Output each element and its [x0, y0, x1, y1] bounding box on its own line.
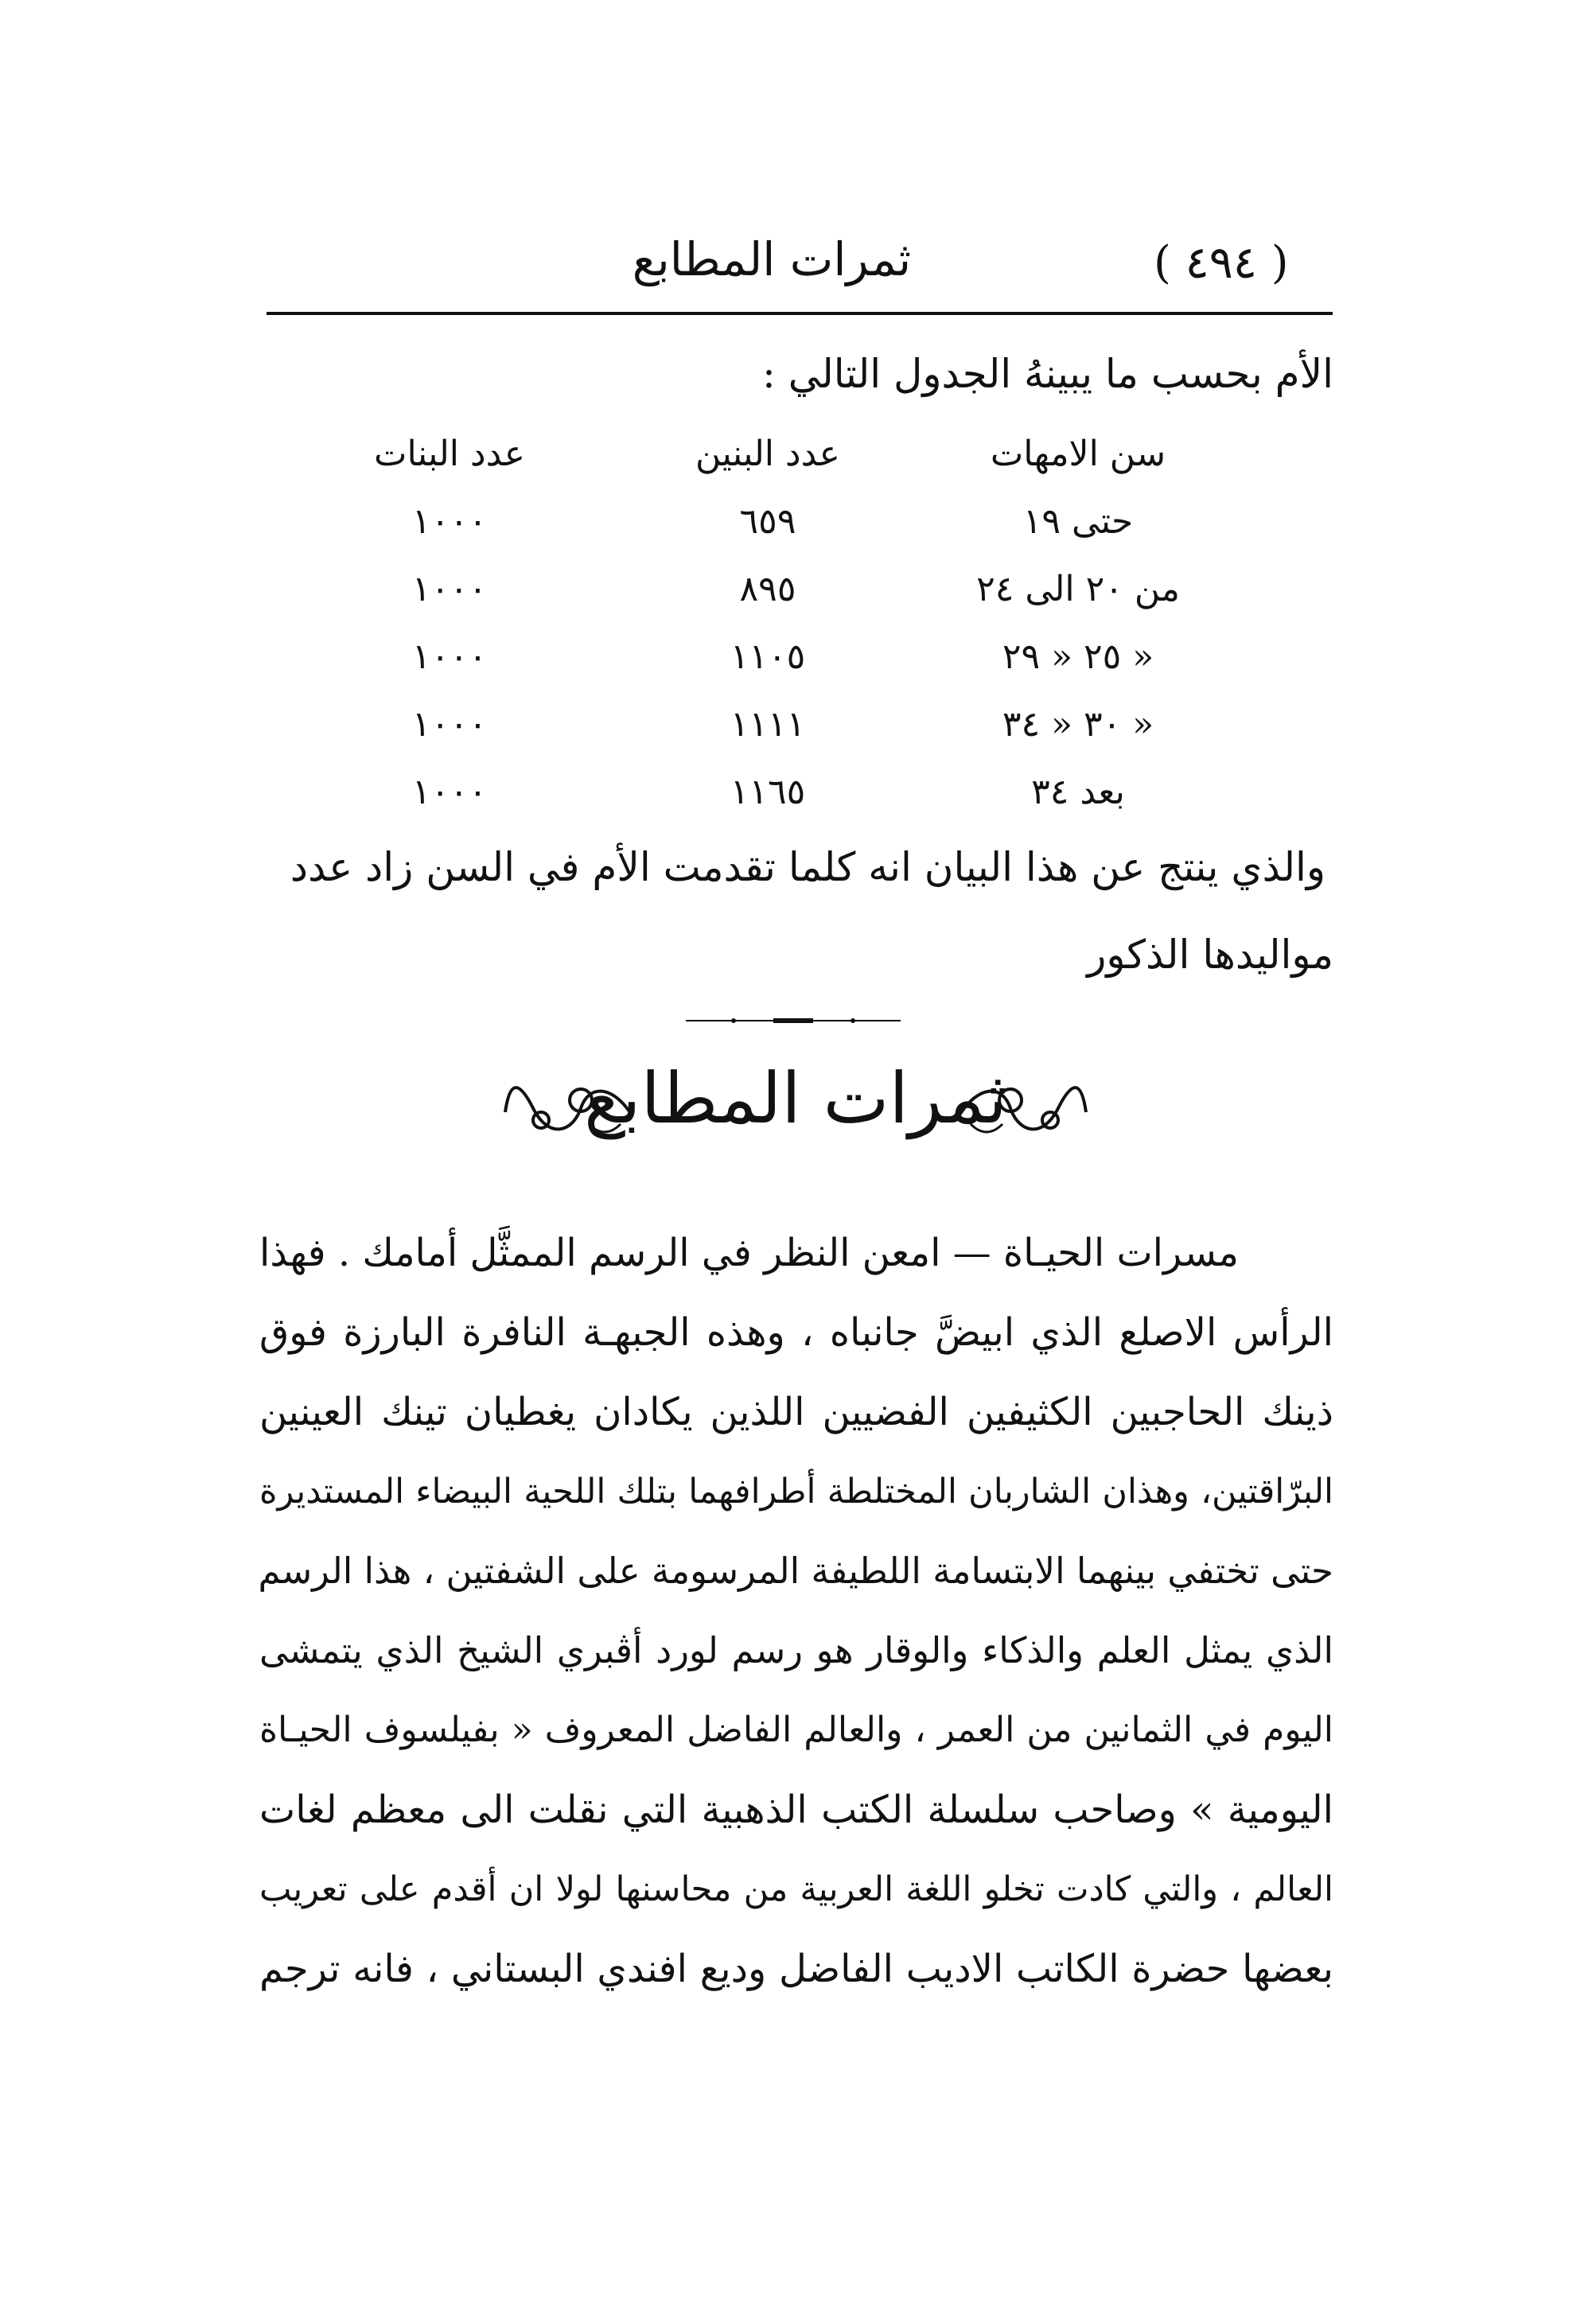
- table-cell: بعد ٣٤: [1031, 772, 1125, 812]
- table-header-cell: عدد البنات: [374, 434, 525, 474]
- body-line: اليومية » وصاحب سلسلة الكتب الذهبية التي نقلت الى معظم لغات: [259, 1788, 1333, 1832]
- body-line: حتى تختفي بينهما الابتسامة اللطيفة المرسومة على الشفتين ، هذا الرسم: [258, 1550, 1333, 1592]
- conclusion-line-1: والذي ينتج عن هذا البيان انه كلما تقدمت الأم في السن زاد عدد: [290, 844, 1325, 890]
- table-cell: حتى ١٩: [1022, 501, 1134, 542]
- table-header: [0, 434, 1596, 489]
- table-cell: ١٠٠٠: [411, 501, 488, 542]
- flourish-ornament-icon: [501, 1068, 636, 1148]
- conclusion-line-2: مواليدها الذكور: [1087, 932, 1333, 978]
- table-row: [0, 569, 1596, 624]
- body-line: الرأس الاصلع الذي ابيضَّ جانباه ، وهذه الجبهـة النافرة البارزة فوق: [259, 1310, 1333, 1355]
- table-cell: ١١٦٥: [730, 772, 806, 812]
- header-rule: [267, 312, 1333, 315]
- table-header-cell: سن الامهات: [990, 434, 1166, 474]
- table-cell: ١٠٠٠: [411, 636, 488, 677]
- body-line: اليوم في الثمانين من العمر ، والعالم الفاضل المعروف « بفيلسوف الحيـاة: [259, 1710, 1333, 1750]
- body-line: العالم ، والتي كادت تخلو اللغة العربية من محاسنها لولا ان أقدم على تعريب: [259, 1870, 1333, 1909]
- table-cell: ١١٠٥: [730, 636, 806, 677]
- body-paragraph: [259, 1213, 1333, 2009]
- intro-line: الأم بحسب ما يبينهُ الجدول التالي :: [762, 351, 1333, 397]
- body-line: ذينك الحاجبين الكثيفين الفضيين اللذين يكادان يغطيان تينك العينين: [259, 1390, 1333, 1434]
- table-cell: ١٠٠٠: [411, 569, 488, 609]
- table-row: [0, 704, 1596, 760]
- table-cell: « ٣٠ « ٣٤: [1002, 704, 1154, 745]
- table-cell: من ٢٠ الى ٢٤: [976, 569, 1180, 609]
- table-row: [0, 636, 1596, 692]
- table-row: [0, 772, 1596, 827]
- section-title: ثمرات المطابع: [584, 1057, 1007, 1139]
- table-header-cell: عدد البنين: [695, 434, 840, 474]
- running-title: ثمرات المطابع: [632, 232, 912, 286]
- section-heading: [517, 1046, 1074, 1165]
- body-line: بعضها حضرة الكاتب الاديب الفاضل وديع افندي البستاني ، فانه ترجم: [259, 1947, 1333, 1991]
- table-cell: ١٠٠٠: [411, 772, 488, 812]
- table-row: [0, 501, 1596, 557]
- body-line: الذي يمثل العلم والذكاء والوقار هو رسم لورد أڤبري الشيخ الذي يتمشى: [259, 1629, 1333, 1671]
- table-cell: ٦٥٩: [739, 501, 796, 542]
- table-cell: ١٠٠٠: [411, 704, 488, 745]
- table-cell: « ٢٥ « ٢٩: [1002, 636, 1154, 677]
- body-line: مسرات الحيـاة — امعن النظر في الرسم الممثَّل أمامك . فهذا: [259, 1231, 1239, 1275]
- body-line: البرّاقتين، وهذان الشاربان المختلطة أطرافهما بتلك اللحية البيضاء المستديرة: [259, 1472, 1333, 1512]
- ornamental-rule: [686, 1018, 901, 1023]
- page-number: ( ٤٩٤ ): [1154, 237, 1289, 289]
- table-cell: ١١١١: [730, 704, 806, 745]
- table-cell: ٨٩٥: [739, 569, 796, 609]
